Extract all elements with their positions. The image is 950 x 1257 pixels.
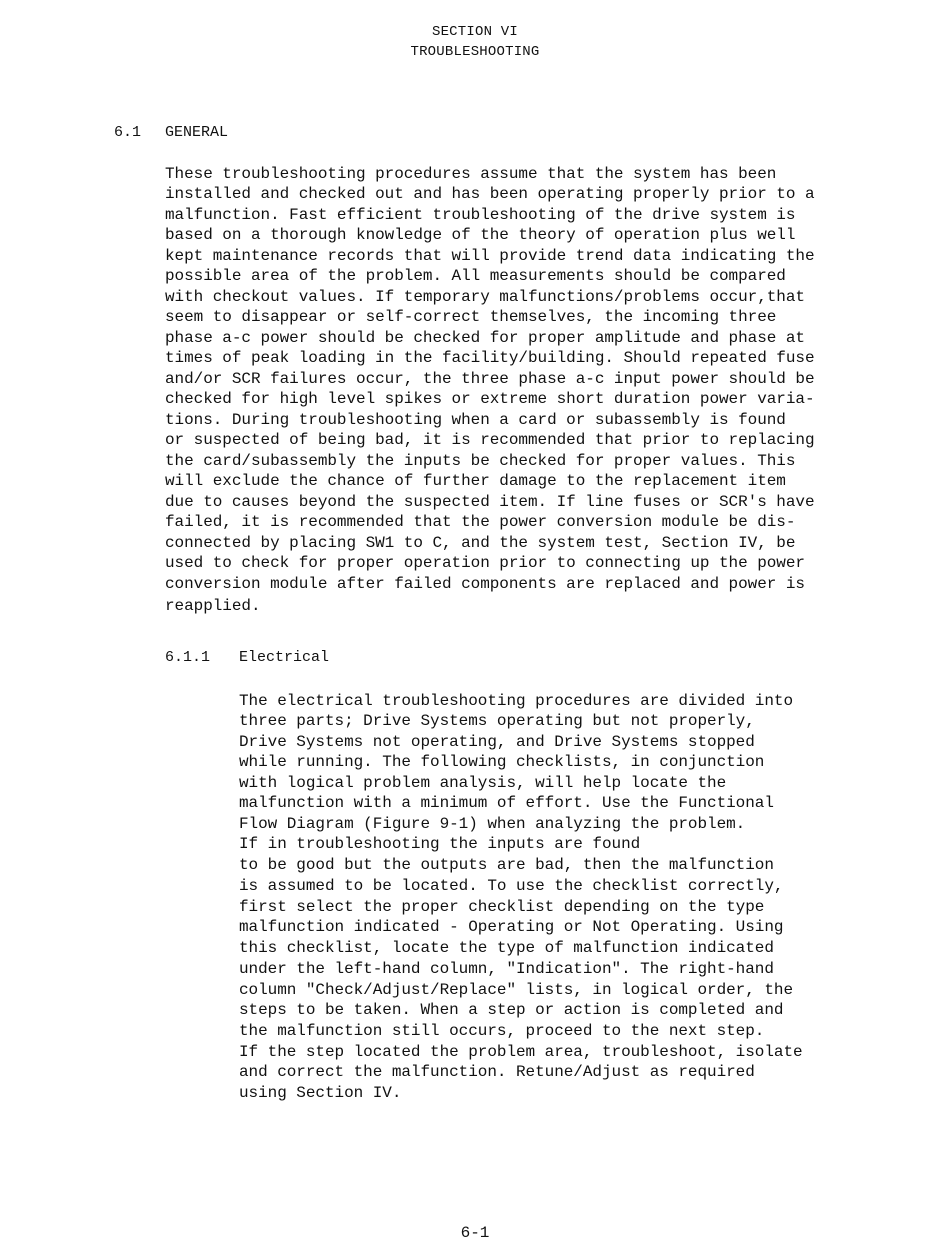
paragraph-title-general: GENERAL [165,124,229,141]
paragraph-line: kept maintenance records that will provide trend data indicating the [165,247,815,265]
paragraph-number-6-1: 6.1 [114,124,142,141]
paragraph-line: steps to be taken. When a step or action is completed and [239,1001,784,1019]
paragraph-line: will exclude the chance of further damage to the replacement item [165,472,786,490]
paragraph-line: with checkout values. If temporary malfunctions/problems occur,that [165,288,805,306]
paragraph-line: based on a thorough knowledge of the theory of operation plus well [165,226,796,244]
paragraph-line: If the step located the problem area, troubleshoot, isolate [239,1043,803,1061]
paragraph-line: and correct the malfunction. Retune/Adjust as required [239,1063,755,1081]
paragraph-line: used to check for proper operation prior to connecting up the power [165,554,805,572]
paragraph-line: tions. During troubleshooting when a card or subassembly is found [165,411,786,429]
paragraph-line: malfunction with a minimum of effort. Use the Functional [239,794,774,812]
paragraph-line: The electrical troubleshooting procedures are divided into [239,692,793,710]
paragraph-line: or suspected of being bad, it is recommended that prior to replacing [165,431,815,449]
paragraph-line: this checklist, locate the type of malfunction indicated [239,939,774,957]
paragraph-line: while running. The following checklists, in conjunction [239,753,765,771]
section-title: TROUBLESHOOTING [410,44,540,60]
paragraph-number-6-1-1: 6.1.1 [165,649,211,666]
paragraph-line: If in troubleshooting the inputs are found [239,835,641,853]
paragraph-line: conversion module after failed components are replaced and power is [165,575,805,593]
paragraph-line: checked for high level spikes or extreme short duration power varia- [165,390,815,408]
paragraph-line: seem to disappear or self-correct themselves, the incoming three [165,308,777,326]
paragraph-line: installed and checked out and has been operating properly prior to a [165,185,815,203]
paragraph-line: malfunction indicated - Operating or Not Operating. Using [239,918,784,936]
paragraph-line: due to causes beyond the suspected item. If line fuses or SCR's have [165,493,815,511]
paragraph-line: and/or SCR failures occur, the three phase a-c input power should be [165,370,815,388]
paragraph-line: Drive Systems not operating, and Drive Systems stopped [239,733,755,751]
paragraph-line: times of peak loading in the facility/building. Should repeated fuse [165,349,815,367]
paragraph-line: Flow Diagram (Figure 9-1) when analyzing the problem. [239,815,746,833]
paragraph-line: with logical problem analysis, will help locate the [239,774,727,792]
paragraph-line: connected by placing SW1 to C, and the system test, Section IV, be [165,534,796,552]
paragraph-line: the card/subassembly the inputs be checked for proper values. This [165,452,796,470]
page-number: 6-1 [460,1224,490,1242]
paragraph-line: column "Check/Adjust/Replace" lists, in logical order, the [239,981,793,999]
section-number: SECTION VI [431,24,518,40]
paragraph-line: using Section IV. [239,1084,402,1102]
paragraph-line: three parts; Drive Systems operating but not properly, [239,712,755,730]
paragraph-line: failed, it is recommended that the power conversion module be dis- [165,513,796,531]
paragraph-line: is assumed to be located. To use the checklist correctly, [239,877,784,895]
paragraph-line: reapplied. [165,597,261,615]
paragraph-line: under the left-hand column, "Indication". The right-hand [239,960,774,978]
paragraph-line: These troubleshooting procedures assume that the system has been [165,165,777,183]
paragraph-line: the malfunction still occurs, proceed to the next step. [239,1022,765,1040]
paragraph-line: phase a-c power should be checked for proper amplitude and phase at [165,329,805,347]
paragraph-line: possible area of the problem. All measurements should be compared [165,267,786,285]
paragraph-line: to be good but the outputs are bad, then the malfunction [239,856,774,874]
paragraph-line: first select the proper checklist depending on the type [239,898,765,916]
paragraph-title-electrical: Electrical [239,649,330,666]
paragraph-line: malfunction. Fast efficient troubleshooting of the drive system is [165,206,796,224]
